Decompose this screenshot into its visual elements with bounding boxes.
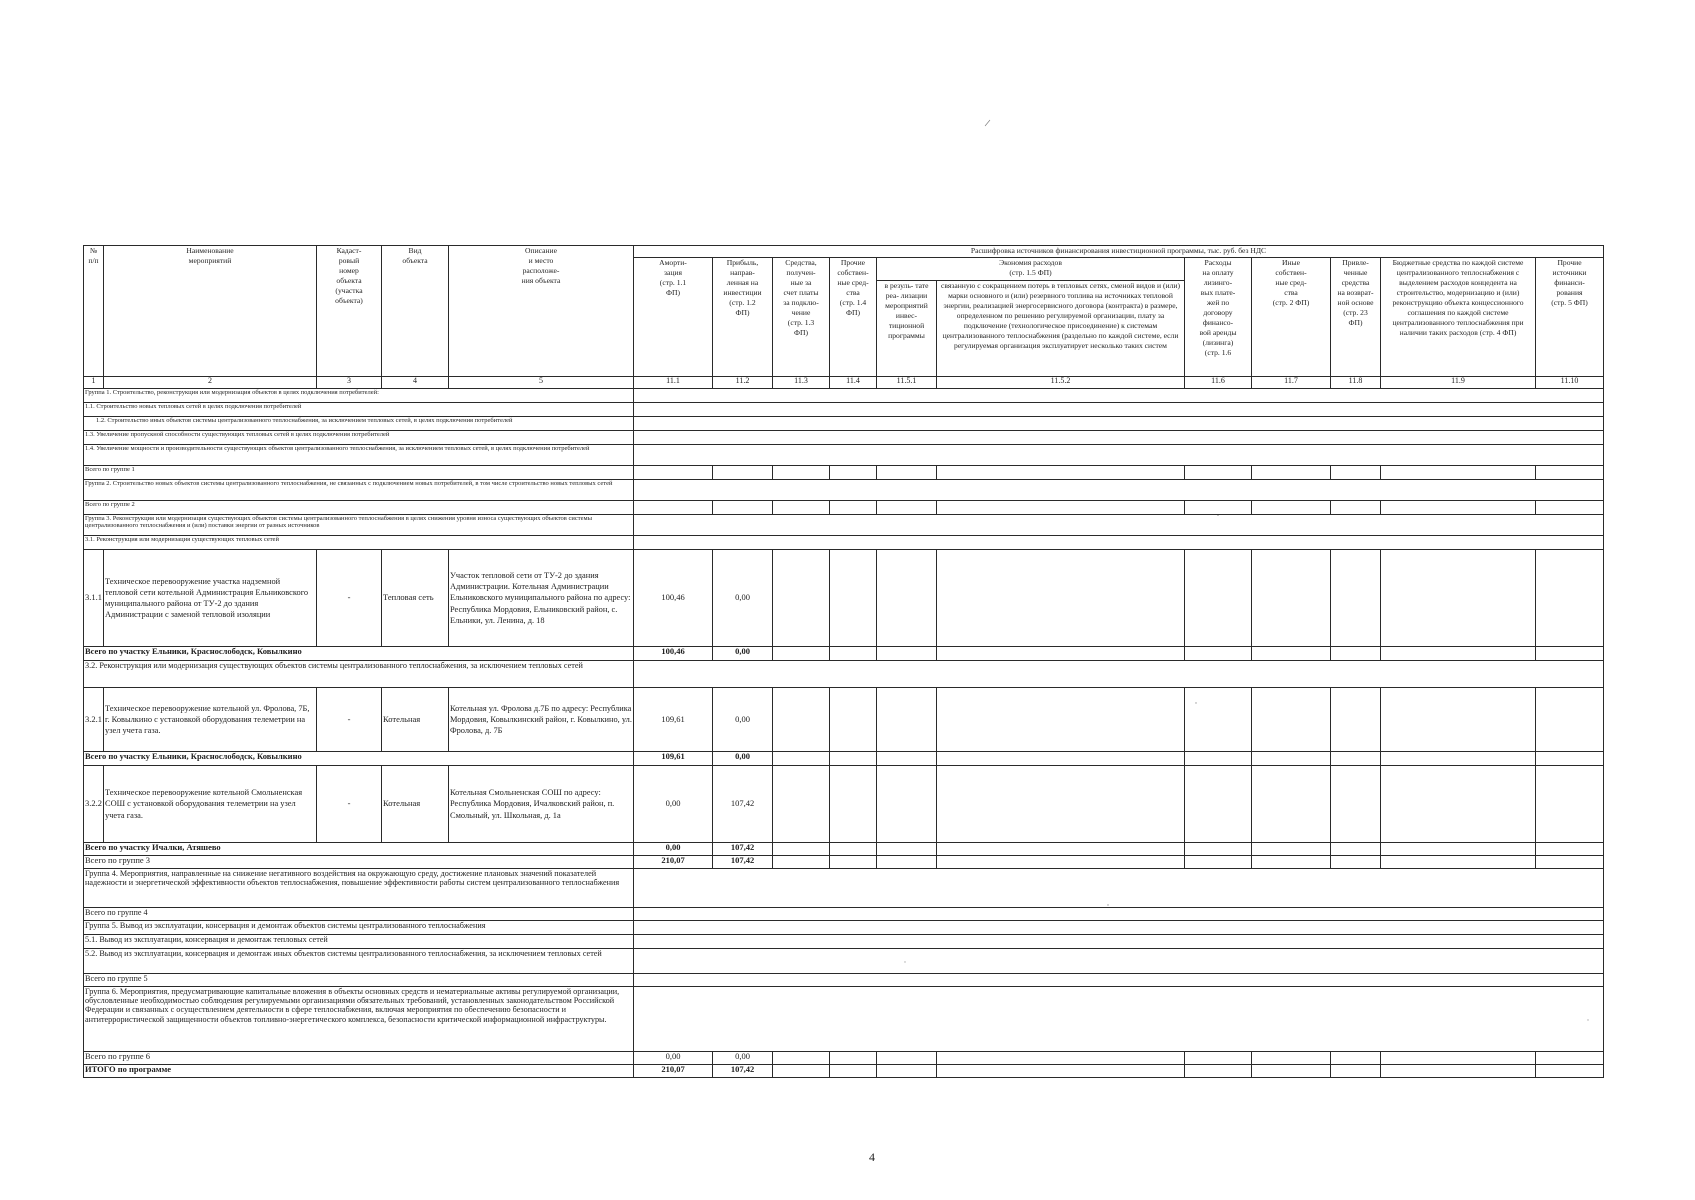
- empty-cell: [937, 688, 1185, 752]
- empty-cell: [1536, 752, 1604, 766]
- decoding-header: Расшифровка источников финансирования инвестиционной программы, тыс. руб. без НДС: [634, 246, 1604, 258]
- group-6-title: Группа 6. Мероприятия, предусматривающие капитальные вложения в объекты основных средств и нематериальные активы регулируемой организации, обусловленные необходимостью соблюдения регулируемыми организациями обязательных требований, установленных законодательством Российской Федерации и связанных с осуществлением деятельности в сфере теплоснабжения, включая мероприятия по обеспечению безопасности и антитеррористической защищенности объектов топливно-энергетического комплекса, безопасности критической информационной инфраструктуры.: [84, 987, 634, 1052]
- value-profit: 107,42: [713, 1065, 773, 1078]
- section-total-label: Всего по участку Ичалки, Атяшево: [84, 843, 634, 856]
- src-11-8-header: Привле- ченные средства на возврат- ной основе (стр. 23 ФП): [1331, 258, 1381, 377]
- empty-cell: [1536, 1065, 1604, 1078]
- value-profit: 0,00: [713, 688, 773, 752]
- group-1-3-title: 1.3. Увеличение пропускной способности существующих тепловых сетей в целях подключения потребителей: [84, 431, 634, 445]
- group-row: [84, 987, 1604, 1052]
- value-amortization: 109,61: [634, 688, 713, 752]
- subtotal-row: [84, 856, 1604, 869]
- src-11-4-header: Прочие собствен- ные сред- ства (стр. 1.4 ФП): [830, 258, 877, 377]
- value-profit: 0,00: [713, 647, 773, 661]
- value-amortization: 0,00: [634, 1052, 713, 1065]
- group-row: [84, 949, 1604, 974]
- group-4-total-label: Всего по группе 4: [84, 908, 634, 921]
- empty-cell: [1381, 1052, 1536, 1065]
- item-name: Техническое перевооружение участка надземной тепловой сети котельной Администрация Ельниковского муниципального района от ТУ-2 до здания Администрации с заменой тепловой изоляции: [104, 550, 317, 647]
- empty-cell: [1381, 1065, 1536, 1078]
- item-number: 3.2.1: [84, 688, 104, 752]
- empty-cell: [773, 752, 830, 766]
- grand-total-row: [84, 1065, 1604, 1078]
- empty-cell: [1536, 466, 1604, 480]
- empty-cell: [1331, 647, 1381, 661]
- empty-cell: [1252, 856, 1331, 869]
- value-profit: 107,42: [713, 843, 773, 856]
- empty-cell: [937, 843, 1185, 856]
- empty-cell: [634, 987, 1604, 1052]
- group-row: [84, 661, 1604, 688]
- empty-cell: [773, 501, 830, 515]
- empty-cell: [713, 466, 773, 480]
- empty-cell: [1331, 550, 1381, 647]
- empty-cell: [877, 856, 937, 869]
- empty-cell: [937, 647, 1185, 661]
- empty-cell: [1185, 647, 1252, 661]
- empty-cell: [877, 1065, 937, 1078]
- empty-cell: [937, 856, 1185, 869]
- group-row: [84, 869, 1604, 908]
- empty-cell: [634, 389, 1604, 403]
- item-row-3-1-1: [84, 550, 1604, 647]
- item-cadastral: -: [317, 550, 382, 647]
- col-number: 1: [84, 377, 104, 389]
- empty-cell: [1381, 466, 1536, 480]
- subtotal-row: [84, 843, 1604, 856]
- col-number: 11.2: [713, 377, 773, 389]
- empty-cell: [1252, 466, 1331, 480]
- item-number: 3.2.2: [84, 766, 104, 843]
- empty-cell: [773, 647, 830, 661]
- empty-cell: [634, 935, 1604, 949]
- empty-cell: [634, 480, 1604, 501]
- empty-cell: [1381, 688, 1536, 752]
- src-11-5-2-header: связанную с сокращением потерь в тепловых сетях, сменой видов и (или) марки основного и (или) резервного топлива на источниках тепловой энергии, реализацией энергосервисного договора (контракта) в размере, определенном по решению регулируемой организации, плату за подключение (технологическое присоединение) к системам централизованного теплоснабжения (раздельно по каждой системе, если регулируемая организация эксплуатирует несколько таких систем: [937, 281, 1185, 377]
- item-type: Котельная: [382, 688, 449, 752]
- empty-cell: [1252, 766, 1331, 843]
- empty-cell: [877, 1052, 937, 1065]
- empty-cell: [1331, 752, 1381, 766]
- group-3-total-label: Всего по группе 3: [84, 856, 634, 869]
- group-1-4-title: 1.4. Увеличение мощности и производительности существующих объектов централизованного теплоснабжения, за исключением тепловых сетей, в целях подключения потребителей: [84, 445, 634, 466]
- empty-cell: [1252, 688, 1331, 752]
- empty-cell: [634, 974, 1604, 987]
- empty-cell: [1252, 752, 1331, 766]
- empty-cell: [634, 908, 1604, 921]
- empty-cell: [830, 688, 877, 752]
- col-number: 11.1: [634, 377, 713, 389]
- item-row-3-2-2: [84, 766, 1604, 843]
- col-type-header: Вид объекта: [382, 246, 449, 377]
- group-2-title: Группа 2. Строительство новых объектов системы централизованного теплоснабжения, не связанных с подключением новых потребителей, в том числе строительство новых тепловых сетей: [84, 480, 634, 501]
- program-total-label: ИТОГО по программе: [84, 1065, 634, 1078]
- group-2-total-label: Всего по группе 2: [84, 501, 634, 515]
- empty-cell: [830, 466, 877, 480]
- col-number: 2: [104, 377, 317, 389]
- empty-cell: [1331, 856, 1381, 869]
- group-1-total-label: Всего по группе 1: [84, 466, 634, 480]
- empty-cell: [1185, 856, 1252, 869]
- empty-cell: [634, 417, 1604, 431]
- empty-cell: [1331, 843, 1381, 856]
- empty-cell: [830, 501, 877, 515]
- group-4-title: Группа 4. Мероприятия, направленные на снижение негативного воздействия на окружающую среду, достижение плановых значений показателей надежности и энергетической эффективности объектов теплоснабжения, повышение эффективности работы систем централизованного теплоснабжения: [84, 869, 634, 908]
- empty-cell: [1252, 843, 1331, 856]
- subtotal-row: [84, 752, 1604, 766]
- group-5-title: Группа 5. Вывод из эксплуатации, консервация и демонтаж объектов системы централизованного теплоснабжения: [84, 921, 634, 935]
- empty-cell: [1331, 688, 1381, 752]
- group-row: [84, 431, 1604, 445]
- group-row: [84, 445, 1604, 466]
- value-profit: 0,00: [713, 752, 773, 766]
- group-1-1-title: 1.1. Строительство новых тепловых сетей в целях подключения потребителей: [84, 403, 634, 417]
- empty-cell: [1536, 843, 1604, 856]
- investment-program-table: [83, 245, 1604, 1078]
- empty-cell: [634, 921, 1604, 935]
- empty-cell: [877, 550, 937, 647]
- src-11-1-header: Аморти- зация (стр. 1.1 ФП): [634, 258, 713, 377]
- empty-cell: [1185, 843, 1252, 856]
- empty-cell: [634, 536, 1604, 550]
- subtotal-row: [84, 501, 1604, 515]
- column-numbers-row: [84, 377, 1604, 389]
- col-number: 11.6: [1185, 377, 1252, 389]
- empty-cell: [773, 550, 830, 647]
- col-number: 11.4: [830, 377, 877, 389]
- item-name: Техническое перевооружение котельной ул. Фролова, 7Б, г. Ковылкино с установкой оборудования телеметрии на узел учета газа.: [104, 688, 317, 752]
- empty-cell: [1185, 752, 1252, 766]
- empty-cell: [1252, 550, 1331, 647]
- col-number: 11.10: [1536, 377, 1604, 389]
- col-number: 11.7: [1252, 377, 1331, 389]
- col-number: 5: [449, 377, 634, 389]
- col-name-header: Наименование мероприятий: [104, 246, 317, 377]
- empty-cell: [1381, 752, 1536, 766]
- empty-cell: [1536, 501, 1604, 515]
- empty-cell: [1381, 856, 1536, 869]
- empty-cell: [773, 688, 830, 752]
- group-3-1-title: 3.1. Реконструкция или модернизация существующих тепловых сетей: [84, 536, 634, 550]
- group-row: [84, 921, 1604, 935]
- col-number: 11.9: [1381, 377, 1536, 389]
- group-row: [84, 536, 1604, 550]
- item-description: Участок тепловой сети от ТУ-2 до здания Администрации. Котельная Администрации Ельниковского муниципального района по адресу: Республика Мордовия, Ельниковский район, с. Ельники, ул. Ленина, д. 18: [449, 550, 634, 647]
- col-cadastral-header: Кадаст- ровый номер объекта (участка объекта): [317, 246, 382, 377]
- empty-cell: [877, 466, 937, 480]
- empty-cell: [830, 1052, 877, 1065]
- src-11-6-header: Расходы на оплату лизинго- вых плате- жей по договору финансо- вой аренды (лизинга) (стр. 1.6: [1185, 258, 1252, 377]
- col-num-header: № п/п: [84, 246, 104, 377]
- empty-cell: [937, 550, 1185, 647]
- empty-cell: [773, 856, 830, 869]
- empty-cell: [1252, 501, 1331, 515]
- empty-cell: [1185, 1052, 1252, 1065]
- header-row-1: [84, 246, 1604, 258]
- empty-cell: [1331, 1052, 1381, 1065]
- item-cadastral: -: [317, 688, 382, 752]
- src-11-5-1-header: в резуль- тате реа- лизации мероприятий инвес- тиционной программы: [877, 281, 937, 377]
- empty-cell: [937, 1052, 1185, 1065]
- col-number: 4: [382, 377, 449, 389]
- value-amortization: 0,00: [634, 843, 713, 856]
- group-5-1-title: 5.1. Вывод из эксплуатации, консервация и демонтаж тепловых сетей: [84, 935, 634, 949]
- group-row: [84, 417, 1604, 431]
- empty-cell: [634, 431, 1604, 445]
- empty-cell: [1331, 766, 1381, 843]
- src-11-10-header: Прочие источники финанси- рования (стр. 5 ФП): [1536, 258, 1604, 377]
- value-profit: 0,00: [713, 550, 773, 647]
- item-row-3-2-1: [84, 688, 1604, 752]
- empty-cell: [1185, 550, 1252, 647]
- group-row: [84, 480, 1604, 501]
- empty-cell: [877, 647, 937, 661]
- empty-cell: [634, 949, 1604, 974]
- col-number: 11.8: [1331, 377, 1381, 389]
- empty-cell: [713, 501, 773, 515]
- section-total-label: Всего по участку Ельники, Краснослободск, Ковылкино: [84, 752, 634, 766]
- subtotal-row: [84, 1052, 1604, 1065]
- src-11-2-header: Прибыль, направ- ленная на инвестиции (стр. 1.2 ФП): [713, 258, 773, 377]
- empty-cell: [937, 766, 1185, 843]
- empty-cell: [830, 1065, 877, 1078]
- subtotal-row: [84, 466, 1604, 480]
- group-5-2-title: 5.2. Вывод из эксплуатации, консервация и демонтаж иных объектов системы централизованного теплоснабжения, за исключением тепловых сетей: [84, 949, 634, 974]
- col-desc-header: Описание и место расположе- ния объекта: [449, 246, 634, 377]
- empty-cell: [877, 501, 937, 515]
- empty-cell: [1185, 688, 1252, 752]
- value-amortization: 109,61: [634, 752, 713, 766]
- empty-cell: [634, 403, 1604, 417]
- empty-cell: [937, 466, 1185, 480]
- empty-cell: [773, 1052, 830, 1065]
- empty-cell: [1536, 550, 1604, 647]
- value-amortization: 0,00: [634, 766, 713, 843]
- empty-cell: [1331, 466, 1381, 480]
- section-total-label: Всего по участку Ельники, Краснослободск, Ковылкино: [84, 647, 634, 661]
- empty-cell: [1252, 1052, 1331, 1065]
- empty-cell: [773, 1065, 830, 1078]
- empty-cell: [634, 501, 713, 515]
- value-profit: 107,42: [713, 766, 773, 843]
- value-amortization: 210,07: [634, 856, 713, 869]
- empty-cell: [1185, 1065, 1252, 1078]
- empty-cell: [1381, 647, 1536, 661]
- empty-cell: [1185, 466, 1252, 480]
- value-amortization: 100,46: [634, 550, 713, 647]
- subtotal-row: [84, 908, 1604, 921]
- group-1-2-title: 1.2. Строительство иных объектов системы централизованного теплоснабжения, за исключением тепловых сетей, в целях подключения потребителей: [84, 417, 634, 431]
- empty-cell: [1536, 766, 1604, 843]
- empty-cell: [773, 766, 830, 843]
- value-profit: 0,00: [713, 1052, 773, 1065]
- value-profit: 107,42: [713, 856, 773, 869]
- empty-cell: [1381, 766, 1536, 843]
- empty-cell: [1185, 766, 1252, 843]
- empty-cell: [1536, 647, 1604, 661]
- empty-cell: [634, 661, 1604, 688]
- group-3-title: Группа 3. Реконструкция или модернизация существующих объектов системы централизованного теплоснабжения в целях снижения уровня износа существующих объектов системы централизованного теплоснабжения и (или) поставки энергии от разных источников: [84, 515, 634, 536]
- item-number: 3.1.1: [84, 550, 104, 647]
- group-row: [84, 389, 1604, 403]
- empty-cell: [830, 752, 877, 766]
- empty-cell: [634, 466, 713, 480]
- group-3-2-title: 3.2. Реконструкция или модернизация существующих объектов системы централизованного теплоснабжения, за исключением тепловых сетей: [84, 661, 634, 688]
- col-number: 3: [317, 377, 382, 389]
- empty-cell: [1536, 856, 1604, 869]
- empty-cell: [634, 445, 1604, 466]
- empty-cell: [634, 869, 1604, 908]
- item-name: Техническое перевооружение котельной Смольненская СОШ с установкой оборудования телеметрии на узел учета газа.: [104, 766, 317, 843]
- src-11-5-header: Экономия расходов (стр. 1.5 ФП): [877, 258, 1185, 281]
- col-number: 11.5.2: [937, 377, 1185, 389]
- src-11-9-header: Бюджетные средства по каждой системе централизованного теплоснабжения с выделением расходов концедента на строительство, модернизацию и (или) реконструкцию объекта концессионного соглашения по каждой системе централизованного теплоснабжения при наличии таких расходов (стр. 4 ФП): [1381, 258, 1536, 377]
- group-row: [84, 515, 1604, 536]
- value-amortization: 210,07: [634, 1065, 713, 1078]
- group-1-title: Группа 1. Строительство, реконструкция или модернизация объектов в целях подключения потребителей:: [84, 389, 634, 403]
- empty-cell: [937, 1065, 1185, 1078]
- empty-cell: [1381, 843, 1536, 856]
- group-row: [84, 935, 1604, 949]
- empty-cell: [877, 843, 937, 856]
- empty-cell: [634, 515, 1604, 536]
- empty-cell: [937, 752, 1185, 766]
- empty-cell: [1536, 1052, 1604, 1065]
- empty-cell: [1536, 688, 1604, 752]
- empty-cell: [830, 766, 877, 843]
- src-11-7-header: Иные собствен- ные сред- ства (стр. 2 ФП): [1252, 258, 1331, 377]
- empty-cell: [830, 647, 877, 661]
- group-5-total-label: Всего по группе 5: [84, 974, 634, 987]
- page-number: 4: [869, 1150, 875, 1164]
- empty-cell: [773, 466, 830, 480]
- subtotal-row: [84, 974, 1604, 987]
- empty-cell: [830, 856, 877, 869]
- item-type: Котельная: [382, 766, 449, 843]
- src-11-3-header: Средства, получен- ные за счет платы за подклю- чение (стр. 1.3 ФП): [773, 258, 830, 377]
- empty-cell: [830, 843, 877, 856]
- item-type: Тепловая сеть: [382, 550, 449, 647]
- empty-cell: [1381, 550, 1536, 647]
- empty-cell: [1252, 647, 1331, 661]
- empty-cell: [1185, 501, 1252, 515]
- empty-cell: [773, 843, 830, 856]
- empty-cell: [877, 752, 937, 766]
- empty-cell: [1252, 1065, 1331, 1078]
- item-description: Котельная Смольненская СОШ по адресу: Республика Мордовия, Ичалковский район, п. Смольный, ул. Школьная, д. 1а: [449, 766, 634, 843]
- empty-cell: [877, 766, 937, 843]
- empty-cell: [1331, 501, 1381, 515]
- empty-cell: [877, 688, 937, 752]
- item-description: Котельная ул. Фролова д.7Б по адресу: Республика Мордовия, Ковылкинский район, г. Ковылкино, ул. Фролова, д. 7Б: [449, 688, 634, 752]
- item-cadastral: -: [317, 766, 382, 843]
- col-number: 11.5.1: [877, 377, 937, 389]
- group-6-total-label: Всего по группе 6: [84, 1052, 634, 1065]
- empty-cell: [830, 550, 877, 647]
- empty-cell: [1331, 1065, 1381, 1078]
- group-row: [84, 403, 1604, 417]
- subtotal-row: [84, 647, 1604, 661]
- empty-cell: [937, 501, 1185, 515]
- col-number: 11.3: [773, 377, 830, 389]
- value-amortization: 100,46: [634, 647, 713, 661]
- empty-cell: [1381, 501, 1536, 515]
